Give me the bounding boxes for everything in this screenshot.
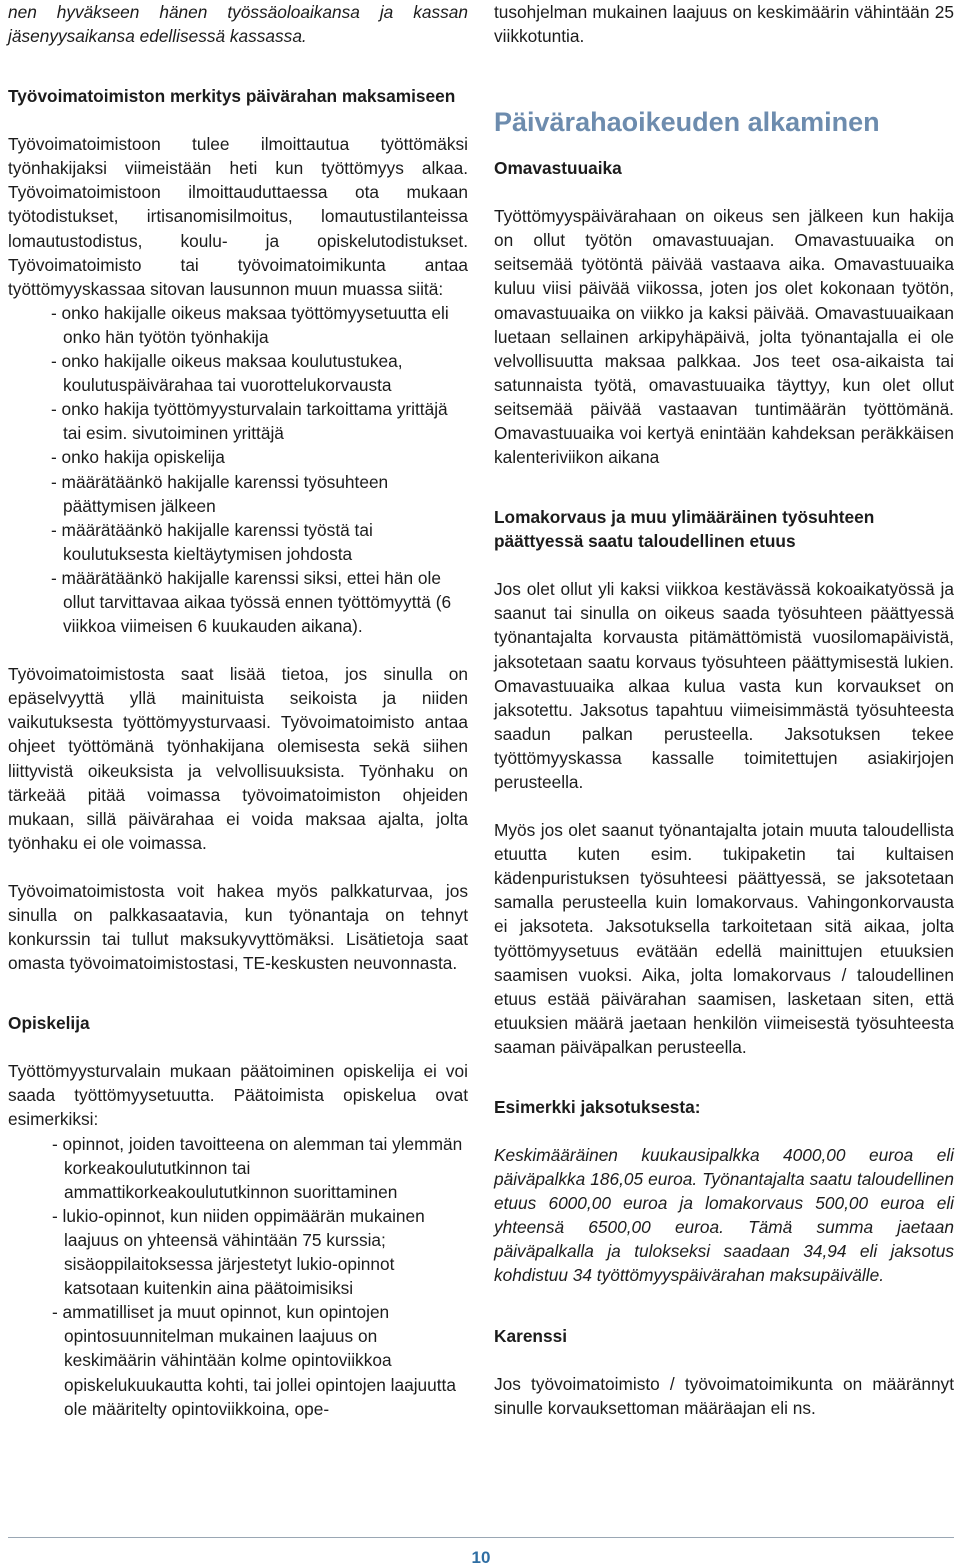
paragraph-merkitys: Työvoimatoimistoon tulee ilmoittautua työttömäksi työnhakijaksi viimeistään heti kun työttömyys alkaa. Työvoimatoimistoon ilmoittauduttaessa ota mukaan työtodistukset, irtisanomisilmoitus, lomautustilanteissa lomautustodistus, koulu- ja opiskelutodistukset. Työvoimatoimisto tai työvoimatoimikunta antaa työttömyyskassaa sitovan lausunnon muun muassa siitä: bbox=[8, 134, 468, 299]
list-item: - onko hakijalle oikeus maksaa koulutustukea, koulutuspäivärahaa tai vuorottelukorvausta bbox=[51, 351, 403, 396]
list-item: - määrätäänkö hakijalle karenssi työstä tai koulutuksesta kieltäytymisen johdosta bbox=[51, 519, 373, 564]
paragraph-lomakorvaus-2: Myös jos olet saanut työnantajalta jotain muuta taloudellista etuutta kuten esim. tukipaketin tai kultaisen kädenpuristuksen työsuhteesi päättyessä, se jaksotetaan samalla perusteella kuin lomakorvaus. Vahingonkorvausta ei jaksoteta. Jaksotuksella tarkoitetaan sitä aikaa, jolta työttömyysetuus evätään edellä mainittujen etuuksien saamisen vuoksi. Aika, jolta lomakorvaus / taloudellinen etuus estää päivärahan saamisen, lasketaan siten, että etuuksien määrä jaetaan henkilön viimeisestä työsuhteesta saaman päiväpalkan perusteella. bbox=[494, 820, 954, 1057]
list-paatoiminen-opiskelu bbox=[8, 1132, 468, 1421]
heading-esimerkki: Esimerkki jaksotuksesta: bbox=[494, 1097, 701, 1117]
intro-paragraph: nen hyväkseen hänen työssäoloaikansa ja kassan jäsenyysaikansa edellisessä kassassa. bbox=[8, 2, 468, 47]
list-item: - onko hakijalle oikeus maksaa työttömyysetuutta eli onko hän työtön työnhakija bbox=[51, 302, 449, 347]
paragraph-karenssi: Jos työvoimatoimisto / työvoimatoimikunta on määrännyt sinulle korvauksettoman määräajan eli ns. bbox=[494, 1373, 954, 1418]
list-item: - määrätäänkö hakijalle karenssi työsuhteen päättymisen jälkeen bbox=[51, 471, 389, 516]
heading-omavastuuaika: Omavastuuaika bbox=[494, 158, 622, 179]
paragraph-palkkaturva: Työvoimatoimistosta voit hakea myös palkkaturvaa, jos sinulla on palkkasaatavia, kun työnantaja on tehnyt konkurssin tai tullut maksukyvyttömäksi. Lisätietoja saat omasta työvoimatoimistostasi, TE-keskusten neuvonnasta. bbox=[8, 880, 468, 974]
heading-lomakorvaus: Lomakorvaus ja muu ylimääräinen työsuhteen päättyessä saatu taloudellinen etuus bbox=[494, 507, 875, 552]
list-item: - onko hakija opiskelija bbox=[51, 447, 225, 468]
footer-divider bbox=[8, 1537, 954, 1538]
paragraph-esimerkki: Keskimääräinen kuukausipalkka 4000,00 euroa eli päiväpalkka 186,05 euroa. Työnantajalta saatu taloudellinen etuus 6000,00 euroa ja lomakorvaus 500,00 euroa eli yhteensä 6500,00 euroa. Tämä summa jaetaan päiväpalkalla ja tulokseksi saadaan 34,94 eli jaksotus kohdistuu 34 työttömyyspäivärahan maksupäivälle. bbox=[494, 1145, 954, 1286]
list-item: - opinnot, joiden tavoitteena on alemman tai ylemmän korkeakoulututkinnon tai ammattikorkeakoulututkinnon suorittaminen bbox=[52, 1133, 463, 1202]
continuation-paragraph: tusohjelman mukainen laajuus on keskimäärin vähintään 25 viikkotuntia. bbox=[494, 2, 954, 47]
left-column bbox=[8, 0, 468, 1421]
heading-opiskelija: Opiskelija bbox=[8, 1013, 90, 1034]
heading-tyovoimatoimiston-merkitys: Työvoimatoimiston merkitys päivärahan maksamiseen bbox=[8, 86, 456, 107]
list-item: - ammatilliset ja muut opinnot, kun opintojen opintosuunnitelman mukainen laajuus on keskimäärin vähintään kolme opintoviikkoa opiskelukuukautta kohti, tai jollei opintojen laajuutta ole määritelty opintoviikkoina, ope- bbox=[52, 1302, 456, 1419]
paragraph-omavastuuaika: Työttömyyspäivärahaan on oikeus sen jälkeen kun hakija on ollut työtön omavastuuajan. Omavastuuaika on seitsemää työtöntä päivää vastaava aika. Omavastuuaika kuluu viisi päivää viikossa, joten jos olet kokonaan työtön, omavastuuaika on viikko ja kaksi päivää. Omavastuuaikaan luetaan sellainen arkipyhäpäivä, jolta työnantajalla ei ole velvollisuutta maksaa palkkaa. Jos teet osa-aikaista tai satunnaista työtä, omavastuuaika täyttyy, kun olet ollut seitsemää päivää vastaavan tuntimäärän työttömänä. Omavastuuaika voi kertyä enintään kahdeksan peräkkäisen kalenteriviikon aikana bbox=[494, 206, 954, 468]
right-column bbox=[494, 0, 954, 1420]
paragraph-opiskelija: Työttömyysturvalain mukaan päätoiminen opiskelija ei voi saada työttömyysetuutta. Päätoimista opiskelua ovat esimerkiksi: bbox=[8, 1061, 468, 1130]
paragraph-lomakorvaus-1: Jos olet ollut yli kaksi viikkoa kestävässä kokoaikatyössä ja saanut tai sinulla on oikeus saada työsuhteen päättyessä työnantajalta korvausta pitämättömistä vuosilomapäivistä, jaksotetaan saatu korvaus työsuhteen päättymisestä lukien. Omavastuuaika alkaa kulua vasta kun korvaukset on jaksotettu. Jaksotus tapahtuu viimeisimmästä työsuhteesta saadun palkan perusteella. Jaksotuksen tekee työttömyyskassa kassalle toimitettujen asiakirjojen perusteella. bbox=[494, 579, 954, 792]
list-item: - määrätäänkö hakijalle karenssi siksi, ettei hän ole ollut tarvittavaa aikaa työssä ennen työttömyyttä (6 viikkoa viimeisen 6 kuukauden aikana). bbox=[51, 567, 452, 637]
list-item: - lukio-opinnot, kun niiden oppimäärän mukainen laajuus on yhteensä vähintään 75 kurssia; sisäoppilaitoksessa järjestetyt lukio-opinnot katsotaan kuitenkin aina päätoimisiksi bbox=[52, 1205, 425, 1299]
list-lausunto bbox=[8, 301, 468, 638]
list-item: - onko hakija työttömyysturvalain tarkoittama yrittäjä tai esim. sivutoiminen yrittäjä bbox=[51, 399, 448, 444]
heading-karenssi: Karenssi bbox=[494, 1325, 568, 1346]
section-title-paivarahaoikeuden-alkaminen: Päivärahaoikeuden alkaminen bbox=[494, 107, 880, 138]
paragraph-lisaa-tietoa: Työvoimatoimistosta saat lisää tietoa, jos sinulla on epäselvyyttä yllä mainituista seikoista ja niiden vaikutuksesta työttömyysturvaasi. Työvoimatoimisto antaa ohjeet työttömänä työnhakijana olemisesta sekä siihen liittyvistä oikeuksista ja velvollisuuksista. Työnhaku on tärkeää pitää voimassa työvoimatoimiston ohjeiden mukaan, sillä päivärahaa ei voida maksaa ajalta, jolta työnhaku ei ole voimassa. bbox=[8, 664, 468, 853]
page-number: 10 bbox=[471, 1548, 491, 1567]
